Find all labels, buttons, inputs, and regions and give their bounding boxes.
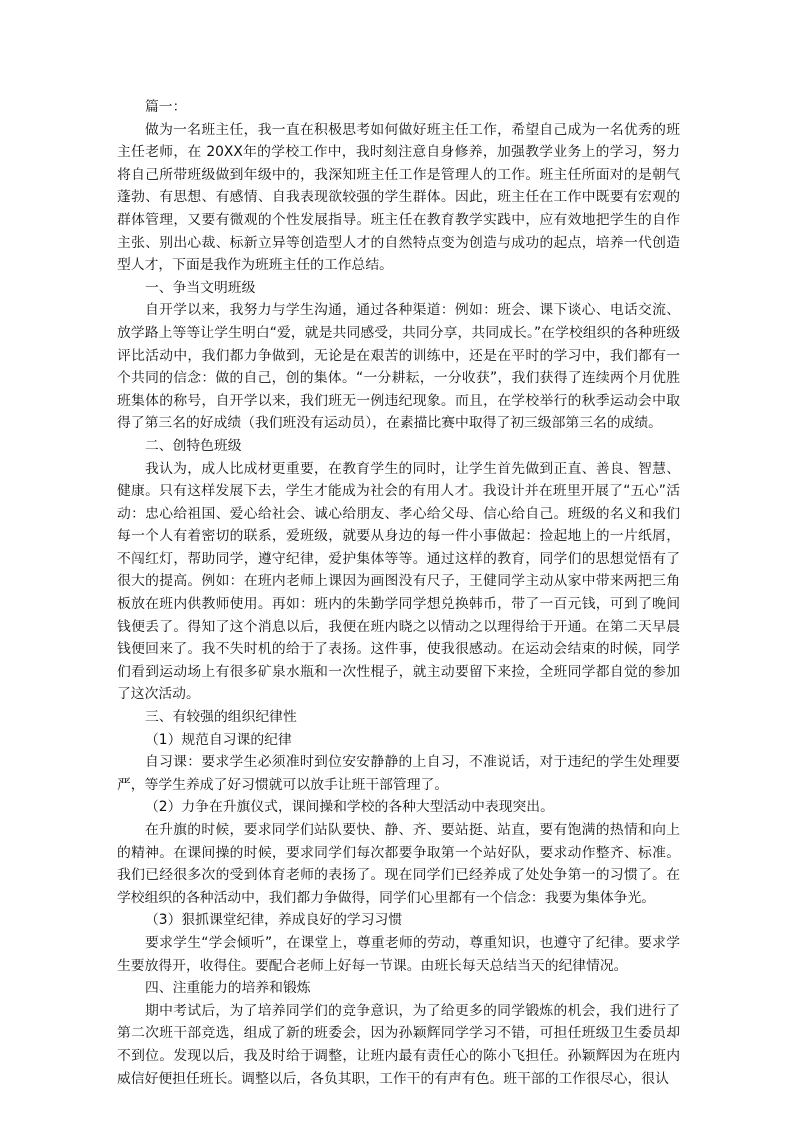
section-3-1-paragraph: 自习课：要求学生必须准时到位安安静静的上自习，不准说话，对于违纪的学生处理要严，等学生养成了好习惯就可以放手让班干部管理了。 <box>117 754 680 793</box>
section-heading-2: 二、创特色班级 <box>145 437 242 454</box>
section-3-2-paragraph: 在升旗的时候，要求同学们站队要快、静、齐、要站挺、站直，要有饱满的热情和向上的精神。在课间操的时候，要求同学们每次都要争取第一个站好队，要求动作整齐、标准。我们已经很多次的受到体育老师的表扬了。现在同学们已经养成了处处争第一的习惯了。在学校组织的各种活动中，我们都力争做得，同学们心里都有一个信念：我要为集体争光。 <box>117 822 680 906</box>
document-page <box>117 96 680 1090</box>
section-heading-3: 三、有较强的组织纪律性 <box>145 709 297 726</box>
section-heading-1: 一、争当文明班级 <box>145 279 256 296</box>
intro-paragraph: 做为一名班主任，我一直在积极思考如何做好班主任工作，希望自己成为一名优秀的班主任老师，在 20XX年的学校工作中，我时刻注意自身修养，加强教学业务上的学习，努力将自己所带班级做到年级中的，我深知班主任工作是管理人的工作。班主任所面对的是朝气蓬勃、有思想、有感情、自我表现欲较强的学生群体。因此，班主任在工作中既要有宏观的群体管理，又要有微观的个性发展指导。班主任在教育教学实践中，应有效地把学生的自作主张、别出心裁、标新立异等创造型人才的自然特点变为创造与成功的起点，培养一代创造型人才，下面是我作为班班主任的工作总结。 <box>117 121 680 274</box>
section-3-3-paragraph: 要求学生“学会倾听”，在课堂上，尊重老师的劳动，尊重知识，也遵守了纪律。要求学生要放得开，收得住。要配合老师上好每一节课。由班长每天总结当天的纪律情况。 <box>117 934 680 974</box>
section-title-part-one: 篇一： <box>145 99 187 115</box>
section-heading-4: 四、注重能力的培养和锻炼 <box>145 980 311 997</box>
section-1-paragraph: 自开学以来，我努力与学生沟通，通过各种渠道：例如：班会、课下谈心、电话交流、放学路上等等让学生明白“爱，就是共同感受，共同分享，共同成长。”在学校组织的各种班级评比活动中，我们都力争做到，无论是在艰苦的训练中，还是在平时的学习中，我们都有一个共同的信念：做的自己，创的集体。“一分耕耘，一分收获”，我们获得了连续两个月优胜班集体的称号，自开学以来，我们班无一例违纪现象。而且，在学校举行的秋季运动会中取得了第三名的好成绩（我们班没有运动员），在素描比赛中取得了初三级部第三名的成绩。 <box>117 302 680 432</box>
section-2-paragraph: 我认为，成人比成材更重要，在教育学生的同时，让学生首先做到正直、善良、智慧、健康。只有这样发展下去，学生才能成为社会的有用人才。我设计并在班里开展了“五心”活动：忠心给祖国、爱心给社会、诚心给朋友、孝心给父母、信心给自己。班级的名义和我们每一个人有着密切的联系，爱班级，就要从身边的每一件小事做起：捡起地上的一片纸屑，不闯红灯，帮助同学，遵守纪律，爱护集体等等。通过这样的教育，同学们的思想觉悟有了很大的提高。例如：在班内老师上课因为画图没有尺子，王健同学主动从家中带来两把三角板放在班内供教师使用。再如：班内的朱勤学同学想兑换韩币，带了一百元钱，可到了晚间钱便丢了。得知了这个消息以后，我便在班内晓之以情动之以理得给于开通。在第二天早晨钱便回来了。我不失时机的给于了表扬。这件事，使我很感动。在运动会结束的时候，同学们看到运动场上有很多矿泉水瓶和一次性棍子，就主动要留下来捡，全班同学都自觉的参加了这次活动。 <box>117 460 680 703</box>
section-4-paragraph: 期中考试后，为了培养同学们的竞争意识，为了给更多的同学锻炼的机会，我们进行了第二次班干部竞选，组成了新的班委会，因为孙颖辉同学学习不错，可担任班级卫生委员却不到位。发现以后，我及时给于调整，让班内最有责任心的陈小飞担任。孙颖辉因为在班内威信好便担任班长。调整以后，各负其职，工作干的有声有色。班干部的工作很尽心，很认 <box>117 1002 680 1087</box>
subheading-3-2: （2）力争在升旗仪式，课间操和学校的各种大型活动中表现突出。 <box>145 799 554 816</box>
subheading-3-1: （1）规范自习课的纪律 <box>145 731 292 748</box>
subheading-3-3: （3）狠抓课堂纪律，养成良好的学习习惯 <box>145 912 403 929</box>
